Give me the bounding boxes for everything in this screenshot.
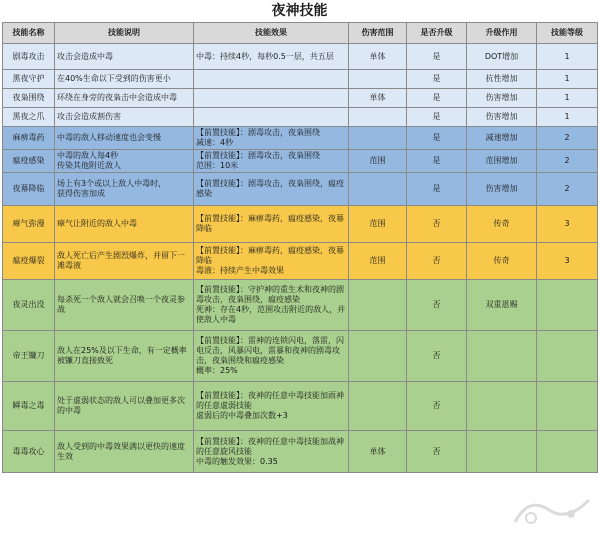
skill-effect-cell: 中毒：持续4秒，每秒0.5一层，共五层 — [194, 44, 349, 70]
upgrade-effect-cell: 双重恩赐 — [467, 280, 537, 331]
skill-row — [3, 70, 598, 89]
skill-desc-cell: 处于虚弱状态的敌人可以叠加更多次的中毒 — [55, 382, 194, 431]
upgradable-cell: 否 — [407, 331, 467, 382]
upgrade-effect-cell: 伤害增加 — [467, 108, 537, 127]
skill-row — [3, 44, 598, 70]
skill-name-cell: 瞬毒之毒 — [3, 382, 55, 431]
upgradable-cell: 是 — [407, 70, 467, 89]
skill-level-cell: 2 — [537, 173, 598, 206]
damage-range-cell — [349, 280, 407, 331]
skill-effect-cell: 【前置技能】：麻痹毒药，瘟疫感染，夜幕降临 — [194, 206, 349, 243]
upgrade-effect-cell — [467, 431, 537, 473]
skill-effect-cell: 【前置技能】：夜神的任意中毒技能加战神的任意旋风技能 中毒的触发效果：0.35 — [194, 431, 349, 473]
upgrade-effect-cell — [467, 382, 537, 431]
skill-row — [3, 127, 598, 150]
damage-range-cell: 范围 — [349, 243, 407, 280]
skill-name-cell: 麻痹毒药 — [3, 127, 55, 150]
upgrade-effect-cell: 伤害增加 — [467, 89, 537, 108]
skill-effect-cell: 【前置技能】：剧毒攻击，夜枭围绕 范围：10米 — [194, 150, 349, 173]
skill-effect-cell: 【前置技能】：麻痹毒药，瘟疫感染，夜幕降临 毒液：持续产生中毒效果 — [194, 243, 349, 280]
skill-level-cell — [537, 431, 598, 473]
skill-effect-cell: 【前置技能】：剧毒攻击，夜枭围绕，瘟疫感染 — [194, 173, 349, 206]
skill-name-cell: 夜灵出没 — [3, 280, 55, 331]
damage-range-cell — [349, 127, 407, 150]
skill-level-cell: 2 — [537, 127, 598, 150]
upgrade-effect-cell: DOT增加 — [467, 44, 537, 70]
upgrade-effect-cell: 传奇 — [467, 206, 537, 243]
skill-level-cell: 1 — [537, 70, 598, 89]
skill-row — [3, 206, 598, 243]
damage-range-cell: 范围 — [349, 150, 407, 173]
skill-row — [3, 331, 598, 382]
skill-row — [3, 89, 598, 108]
skill-level-cell — [537, 280, 598, 331]
skill-level-cell — [537, 382, 598, 431]
skill-effect-cell: 【前置技能】：夜神的任意中毒技能加雨神的任意虚弱技能 虚弱后的中毒叠加次数+3 — [194, 382, 349, 431]
skill-desc-cell: 攻击会造成割伤害 — [55, 108, 194, 127]
damage-range-cell — [349, 173, 407, 206]
skill-row — [3, 431, 598, 473]
skill-name-cell: 剧毒攻击 — [3, 44, 55, 70]
skill-row — [3, 150, 598, 173]
skill-effect-cell: 【前置技能】：雷神的连锁闪电，落雷，闪电反击，风暴闪电，雷暴和夜神的剧毒攻击，夜枭围绕和瘟疫感染 概率：25% — [194, 331, 349, 382]
skill-level-cell: 1 — [537, 108, 598, 127]
skill-desc-cell: 敌人死亡后产生剧烈爆炸，并留下一滩毒液 — [55, 243, 194, 280]
skills-body — [3, 44, 598, 473]
skill-name-cell: 瘴气弥漫 — [3, 206, 55, 243]
skill-level-cell — [537, 331, 598, 382]
skill-row — [3, 108, 598, 127]
header-range: 伤害范围 — [349, 23, 407, 44]
skill-desc-cell: 敌人在25%及以下生命，有一定概率被镰刀直接致死 — [55, 331, 194, 382]
skill-desc-cell: 每杀死一个敌人就会召唤一个夜灵参战 — [55, 280, 194, 331]
damage-range-cell — [349, 70, 407, 89]
skill-level-cell: 1 — [537, 89, 598, 108]
upgradable-cell: 是 — [407, 108, 467, 127]
upgrade-effect-cell: 伤害增加 — [467, 173, 537, 206]
skill-level-cell: 1 — [537, 44, 598, 70]
damage-range-cell: 单体 — [349, 89, 407, 108]
upgradable-cell: 否 — [407, 382, 467, 431]
skill-level-cell: 3 — [537, 206, 598, 243]
header-upgrade-effect: 升级作用 — [467, 23, 537, 44]
upgradable-cell: 否 — [407, 243, 467, 280]
skill-desc-cell: 环绕在身旁的夜枭击中会造成中毒 — [55, 89, 194, 108]
upgradable-cell: 否 — [407, 280, 467, 331]
header-desc: 技能说明 — [55, 23, 194, 44]
damage-range-cell: 单体 — [349, 431, 407, 473]
upgradable-cell: 是 — [407, 44, 467, 70]
skill-row — [3, 280, 598, 331]
skill-name-cell: 夜枭围绕 — [3, 89, 55, 108]
header-row — [3, 23, 598, 44]
upgrade-effect-cell: 抗性增加 — [467, 70, 537, 89]
skill-name-cell: 瘟疫感染 — [3, 150, 55, 173]
skill-desc-cell: 场上有3个或以上敌人中毒时， 获得伤害加成 — [55, 173, 194, 206]
skills-table — [2, 22, 598, 473]
damage-range-cell — [349, 331, 407, 382]
skill-effect-cell: 【前置技能】：剧毒攻击，夜枭围绕 减速：4秒 — [194, 127, 349, 150]
skill-name-cell: 帝王镰刀 — [3, 331, 55, 382]
sheet-title: 夜神技能 — [271, 3, 328, 19]
skill-effect-cell — [194, 70, 349, 89]
upgrade-effect-cell — [467, 331, 537, 382]
skill-effect-cell — [194, 89, 349, 108]
damage-range-cell — [349, 108, 407, 127]
skill-desc-cell: 中毒的敌人每4秒 传染其他附近敌人 — [55, 150, 194, 173]
skill-name-cell: 黑夜之爪 — [3, 108, 55, 127]
skill-row — [3, 243, 598, 280]
header-effect: 技能效果 — [194, 23, 349, 44]
skill-level-cell: 2 — [537, 150, 598, 173]
skill-effect-cell: 【前置技能】：守护神的重生术和夜神的剧毒攻击，夜枭围绕，瘟疫感染 死神：存在4秒，范围攻击附近的敌人，并使敌人中毒 — [194, 280, 349, 331]
skill-name-cell: 瘟疫爆裂 — [3, 243, 55, 280]
header-upgrade: 是否升级 — [407, 23, 467, 44]
skill-name-cell: 毒毒攻心 — [3, 431, 55, 473]
upgradable-cell: 否 — [407, 431, 467, 473]
upgrade-effect-cell: 减速增加 — [467, 127, 537, 150]
skill-desc-cell: 瘴气让附近的敌人中毒 — [55, 206, 194, 243]
upgrade-effect-cell: 传奇 — [467, 243, 537, 280]
skill-level-cell: 3 — [537, 243, 598, 280]
skill-row — [3, 173, 598, 206]
damage-range-cell — [349, 382, 407, 431]
upgrade-effect-cell: 范围增加 — [467, 150, 537, 173]
damage-range-cell: 范围 — [349, 206, 407, 243]
upgradable-cell: 是 — [407, 173, 467, 206]
skill-effect-cell — [194, 108, 349, 127]
skill-desc-cell: 攻击会造成中毒 — [55, 44, 194, 70]
skill-desc-cell: 中毒的敌人移动速度也会变慢 — [55, 127, 194, 150]
skill-desc-cell: 在40%生命以下受到的伤害更小 — [55, 70, 194, 89]
skill-row — [3, 382, 598, 431]
skill-name-cell: 夜幕降临 — [3, 173, 55, 206]
skill-name-cell: 黑夜守护 — [3, 70, 55, 89]
watermark-logo — [509, 492, 595, 532]
header-level: 技能等级 — [537, 23, 598, 44]
skill-desc-cell: 敌人受到的中毒效果满以更快的速度生效 — [55, 431, 194, 473]
damage-range-cell: 单体 — [349, 44, 407, 70]
upgradable-cell: 否 — [407, 206, 467, 243]
upgradable-cell: 是 — [407, 150, 467, 173]
header-name: 技能名称 — [3, 23, 55, 44]
upgradable-cell: 是 — [407, 89, 467, 108]
upgradable-cell: 是 — [407, 127, 467, 150]
